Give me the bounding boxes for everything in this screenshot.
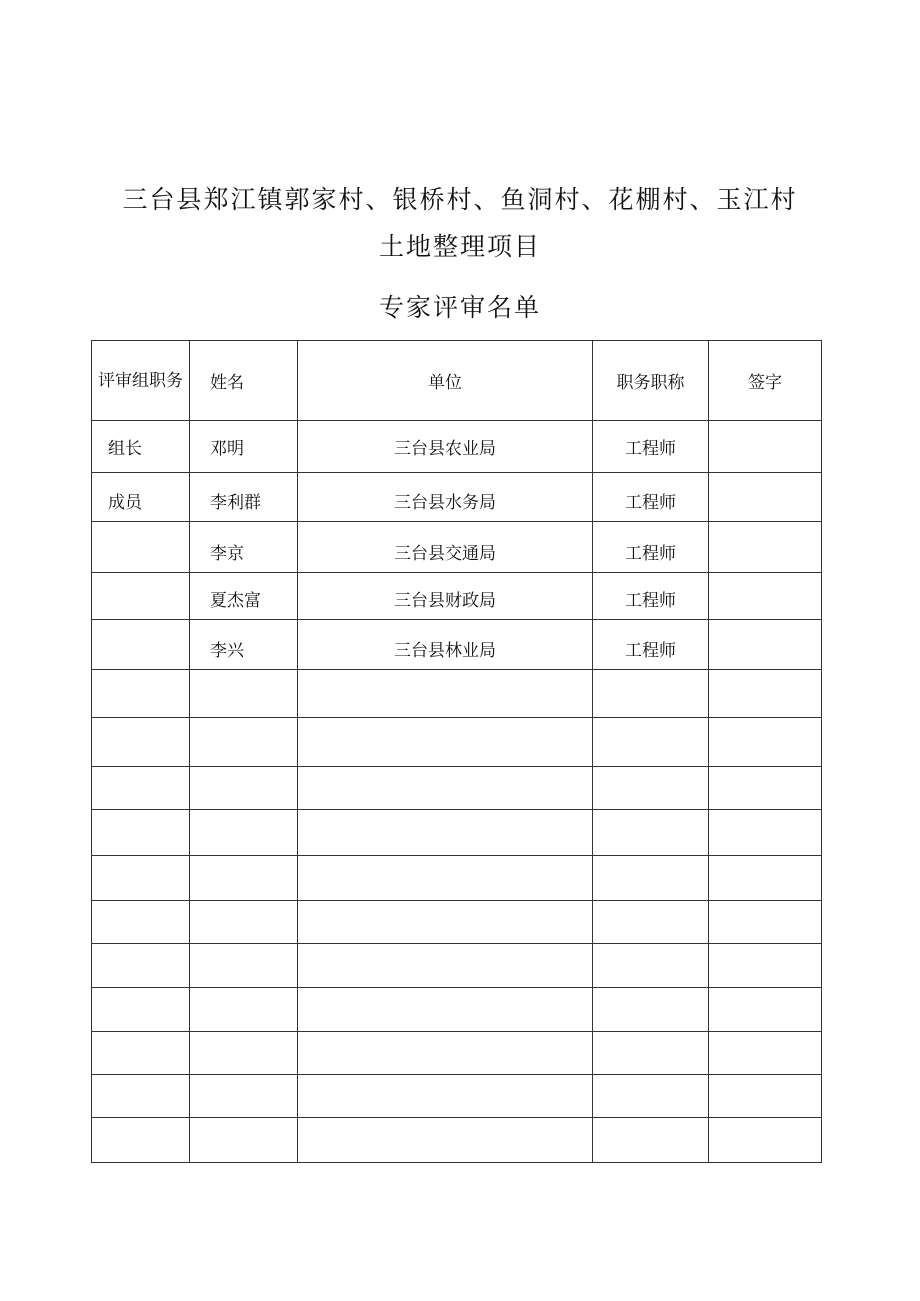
cell-role [92,1075,190,1118]
cell-unit [298,1118,593,1163]
cell-name: 李兴 [190,620,298,670]
header-signature: 签字 [709,341,822,421]
cell-signature[interactable] [709,1118,822,1163]
cell-unit: 三台县林业局 [298,620,593,670]
cell-unit [298,810,593,856]
table-row [92,620,822,670]
cell-title [593,718,709,767]
cell-signature[interactable] [709,944,822,988]
table-row [92,573,822,620]
cell-signature[interactable] [709,810,822,856]
cell-role [92,573,190,620]
table-row [92,767,822,810]
cell-unit [298,988,593,1032]
cell-unit [298,1032,593,1075]
expert-review-table [91,340,822,1163]
cell-role [92,901,190,944]
cell-role [92,1032,190,1075]
cell-unit [298,944,593,988]
cell-title: 工程师 [593,473,709,522]
cell-signature[interactable] [709,620,822,670]
cell-title [593,944,709,988]
cell-name: 李京 [190,522,298,573]
table-row [92,522,822,573]
cell-name [190,670,298,718]
cell-name [190,901,298,944]
cell-title: 工程师 [593,620,709,670]
cell-role: 组长 [92,421,190,473]
cell-unit: 三台县农业局 [298,421,593,473]
cell-signature[interactable] [709,856,822,901]
cell-unit: 三台县水务局 [298,473,593,522]
cell-name [190,944,298,988]
cell-name [190,767,298,810]
cell-name: 李利群 [190,473,298,522]
cell-signature[interactable] [709,573,822,620]
cell-role [92,767,190,810]
cell-title: 工程师 [593,421,709,473]
cell-name [190,856,298,901]
cell-name [190,988,298,1032]
cell-role: 成员 [92,473,190,522]
table-row [92,1075,822,1118]
cell-signature[interactable] [709,901,822,944]
cell-role [92,856,190,901]
cell-unit: 三台县财政局 [298,573,593,620]
table-row [92,988,822,1032]
cell-signature[interactable] [709,670,822,718]
cell-title [593,1032,709,1075]
cell-name [190,1032,298,1075]
table-row [92,1032,822,1075]
table-header-row [92,341,822,421]
header-unit: 单位 [298,341,593,421]
cell-signature[interactable] [709,988,822,1032]
cell-name: 夏杰富 [190,573,298,620]
document-subtitle: 专家评审名单 [378,293,541,322]
cell-title [593,670,709,718]
cell-signature[interactable] [709,522,822,573]
cell-signature[interactable] [709,718,822,767]
cell-unit [298,670,593,718]
cell-role [92,988,190,1032]
cell-role [92,620,190,670]
header-name: 姓名 [190,341,298,421]
cell-title [593,988,709,1032]
header-role: 评审组职务 [92,341,190,421]
cell-signature[interactable] [709,1032,822,1075]
table-row [92,856,822,901]
cell-name [190,810,298,856]
cell-role [92,944,190,988]
cell-role [92,522,190,573]
table-row [92,901,822,944]
table-row [92,473,822,522]
cell-unit [298,718,593,767]
cell-title [593,901,709,944]
cell-role [92,718,190,767]
cell-unit [298,856,593,901]
cell-role [92,1118,190,1163]
cell-unit [298,901,593,944]
cell-unit [298,767,593,810]
cell-unit [298,1075,593,1118]
cell-title: 工程师 [593,573,709,620]
cell-signature[interactable] [709,767,822,810]
document-title-line-1: 三台县郑江镇郭家村、银桥村、鱼洞村、花棚村、玉江村 [122,185,798,214]
cell-name [190,718,298,767]
cell-title: 工程师 [593,522,709,573]
cell-unit: 三台县交通局 [298,522,593,573]
cell-title [593,810,709,856]
document-title-line-2: 土地整理项目 [378,232,541,261]
table-row [92,718,822,767]
table-row [92,670,822,718]
cell-name [190,1075,298,1118]
cell-title [593,856,709,901]
cell-title [593,1118,709,1163]
cell-role [92,670,190,718]
cell-name: 邓明 [190,421,298,473]
table-row [92,944,822,988]
cell-title [593,1075,709,1118]
table-row [92,810,822,856]
cell-name [190,1118,298,1163]
table-row [92,421,822,473]
cell-signature[interactable] [709,1075,822,1118]
cell-role [92,810,190,856]
header-title: 职务职称 [593,341,709,421]
table-row [92,1118,822,1163]
cell-signature[interactable] [709,473,822,522]
cell-title [593,767,709,810]
cell-signature[interactable] [709,421,822,473]
